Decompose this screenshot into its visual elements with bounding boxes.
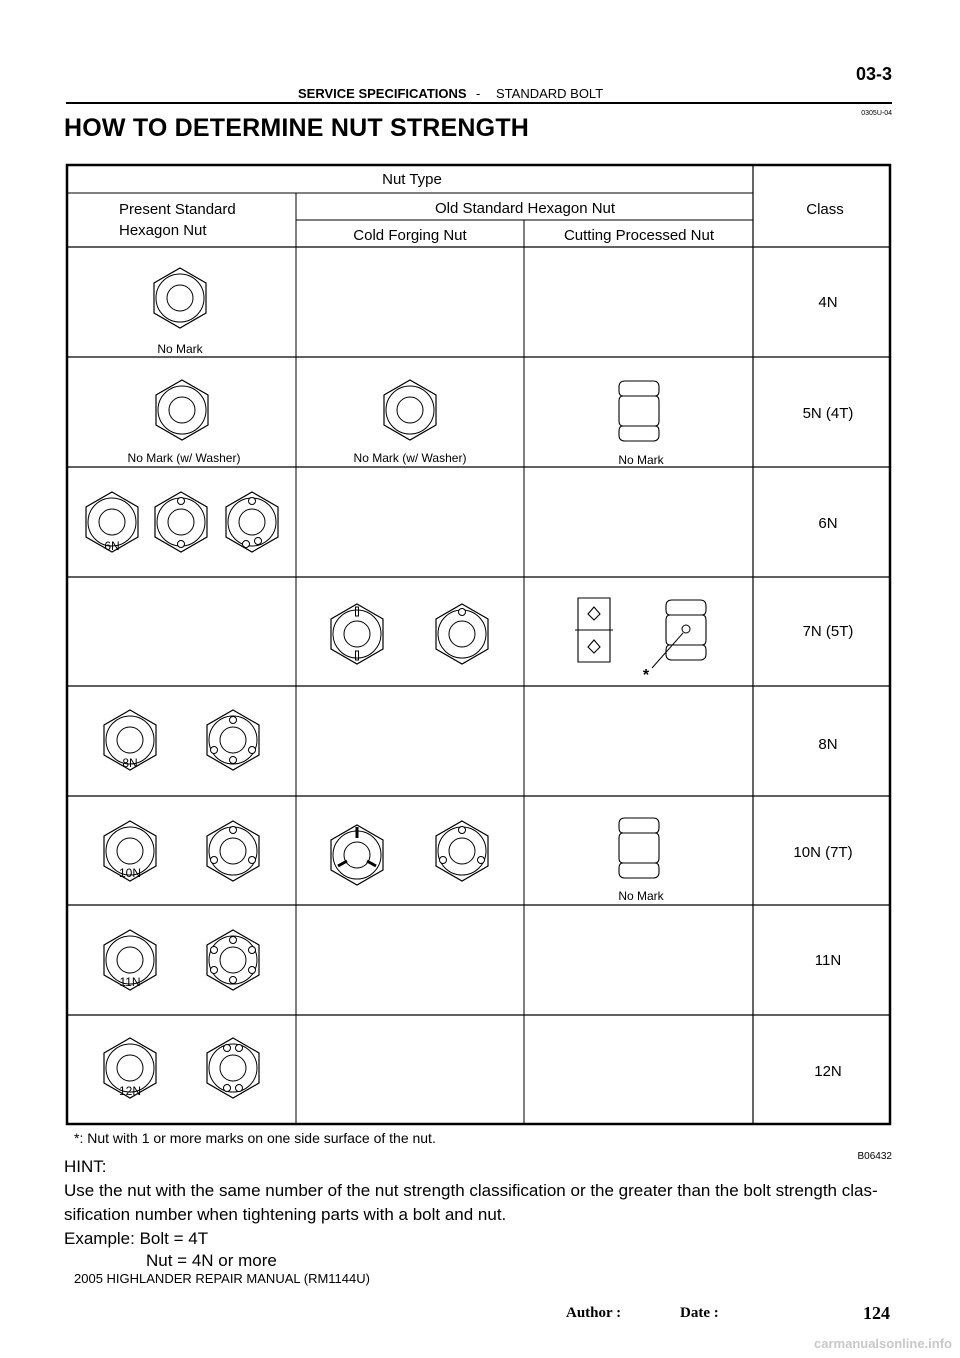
nut-label: No Mark (w/ Washer) xyxy=(353,451,467,465)
present-standard-header-line2: Hexagon Nut xyxy=(119,222,207,239)
mark-dot-icon xyxy=(682,625,690,633)
class-value: 5N (4T) xyxy=(802,405,854,422)
class-value: 8N xyxy=(818,736,838,753)
footer-page-number: 124 xyxy=(863,1303,890,1323)
nut-side-view-icon xyxy=(619,818,659,878)
class-value: 7N (5T) xyxy=(802,623,854,640)
nut-type-header: Nut Type xyxy=(382,171,442,188)
mark-dot-icon xyxy=(230,977,237,984)
cutting-processed-header: Cutting Processed Nut xyxy=(563,227,715,244)
nut-marking: 8N xyxy=(122,756,138,770)
class-value: 12N xyxy=(814,1063,842,1080)
hint-line: Use the nut with the same number of the nut strength classification or the greater than the bolt strength clas- xyxy=(64,1181,878,1200)
mark-dot-icon xyxy=(249,498,256,505)
author-label: Author : xyxy=(566,1305,622,1321)
class-value: 11N xyxy=(814,952,842,969)
footnote: *: Nut with 1 or more marks on one side surface of the nut. xyxy=(74,1130,436,1146)
mark-dot-icon xyxy=(236,1045,243,1052)
cold-forging-header: Cold Forging Nut xyxy=(353,227,467,244)
header-subsection: STANDARD BOLT xyxy=(496,86,604,101)
nut-label: No Mark xyxy=(157,342,203,356)
mark-dot-icon xyxy=(224,1045,231,1052)
page-number: 03-3 xyxy=(855,64,892,84)
class-value: 10N (7T) xyxy=(793,844,853,861)
mark-dot-icon xyxy=(236,1085,243,1092)
mark-dot-icon xyxy=(211,967,218,974)
hex-nut-icon xyxy=(156,380,208,440)
hint-title: HINT: xyxy=(64,1157,107,1176)
class-value: 4N xyxy=(818,294,838,311)
watermark: carmanualsonline.info xyxy=(814,1336,952,1351)
mark-line-icon xyxy=(367,861,376,866)
mark-dot-icon xyxy=(243,541,250,548)
page-title: HOW TO DETERMINE NUT STRENGTH xyxy=(64,114,530,142)
asterisk-marker: * xyxy=(642,667,650,684)
mark-dot-icon xyxy=(459,609,466,616)
mark-dot-icon xyxy=(459,827,466,834)
hint-line: sification number when tightening parts with a bolt and nut. xyxy=(64,1205,507,1224)
mark-dot-icon xyxy=(249,747,256,754)
hex-nut-icon xyxy=(331,604,383,664)
mark-dot-icon xyxy=(230,937,237,944)
hex-nut-icon xyxy=(154,268,206,328)
manual-title: 2005 HIGHLANDER REPAIR MANUAL (RM1144U) xyxy=(74,1271,370,1286)
mark-dot-icon xyxy=(249,967,256,974)
mark-dot-icon xyxy=(230,757,237,764)
mark-dot-icon xyxy=(178,541,185,548)
nut-marking: 6N xyxy=(104,539,120,553)
hex-nut-icon xyxy=(384,380,436,440)
mark-dot-icon xyxy=(440,857,447,864)
nut-marking: 10N xyxy=(118,866,142,880)
mark-line-icon xyxy=(356,607,359,616)
nut-side-view-icon xyxy=(619,381,659,441)
figure-code: B06432 xyxy=(857,1151,892,1162)
doc-code: 0305U-04 xyxy=(861,110,892,117)
hex-nut-icon xyxy=(207,1038,259,1098)
header-section: SERVICE SPECIFICATIONS xyxy=(298,86,467,101)
mark-dot-icon xyxy=(211,947,218,954)
class-value: 6N xyxy=(818,515,838,532)
nut-label: No Mark xyxy=(618,453,664,467)
mark-dot-icon xyxy=(178,498,185,505)
header-separator: - xyxy=(476,86,481,101)
hint-example-nut: Nut = 4N or more xyxy=(146,1251,277,1270)
nut-side-view-icon xyxy=(575,598,613,662)
mark-dot-icon xyxy=(224,1085,231,1092)
class-header: Class xyxy=(806,201,844,218)
mark-dot-icon xyxy=(211,747,218,754)
nut-marking: 11N xyxy=(119,975,141,989)
nut-marking: 12N xyxy=(118,1084,142,1098)
mark-dot-icon xyxy=(230,717,237,724)
mark-dot-icon xyxy=(211,857,218,864)
mark-dot-icon xyxy=(249,947,256,954)
table-grid xyxy=(67,165,890,1124)
mark-line-icon xyxy=(338,861,347,866)
leader-line xyxy=(652,633,683,668)
date-label: Date : xyxy=(680,1305,719,1321)
mark-dot-icon xyxy=(255,538,262,545)
mark-line-icon xyxy=(356,651,359,660)
present-standard-header-line1: Present Standard xyxy=(119,201,236,218)
mark-dot-icon xyxy=(249,857,256,864)
old-standard-header: Old Standard Hexagon Nut xyxy=(434,200,616,217)
mark-dot-icon xyxy=(478,857,485,864)
nut-label: No Mark (w/ Washer) xyxy=(127,451,241,465)
hint-example-bolt: Example: Bolt = 4T xyxy=(64,1229,209,1248)
mark-dot-icon xyxy=(230,827,237,834)
nut-label: No Mark xyxy=(618,889,664,903)
